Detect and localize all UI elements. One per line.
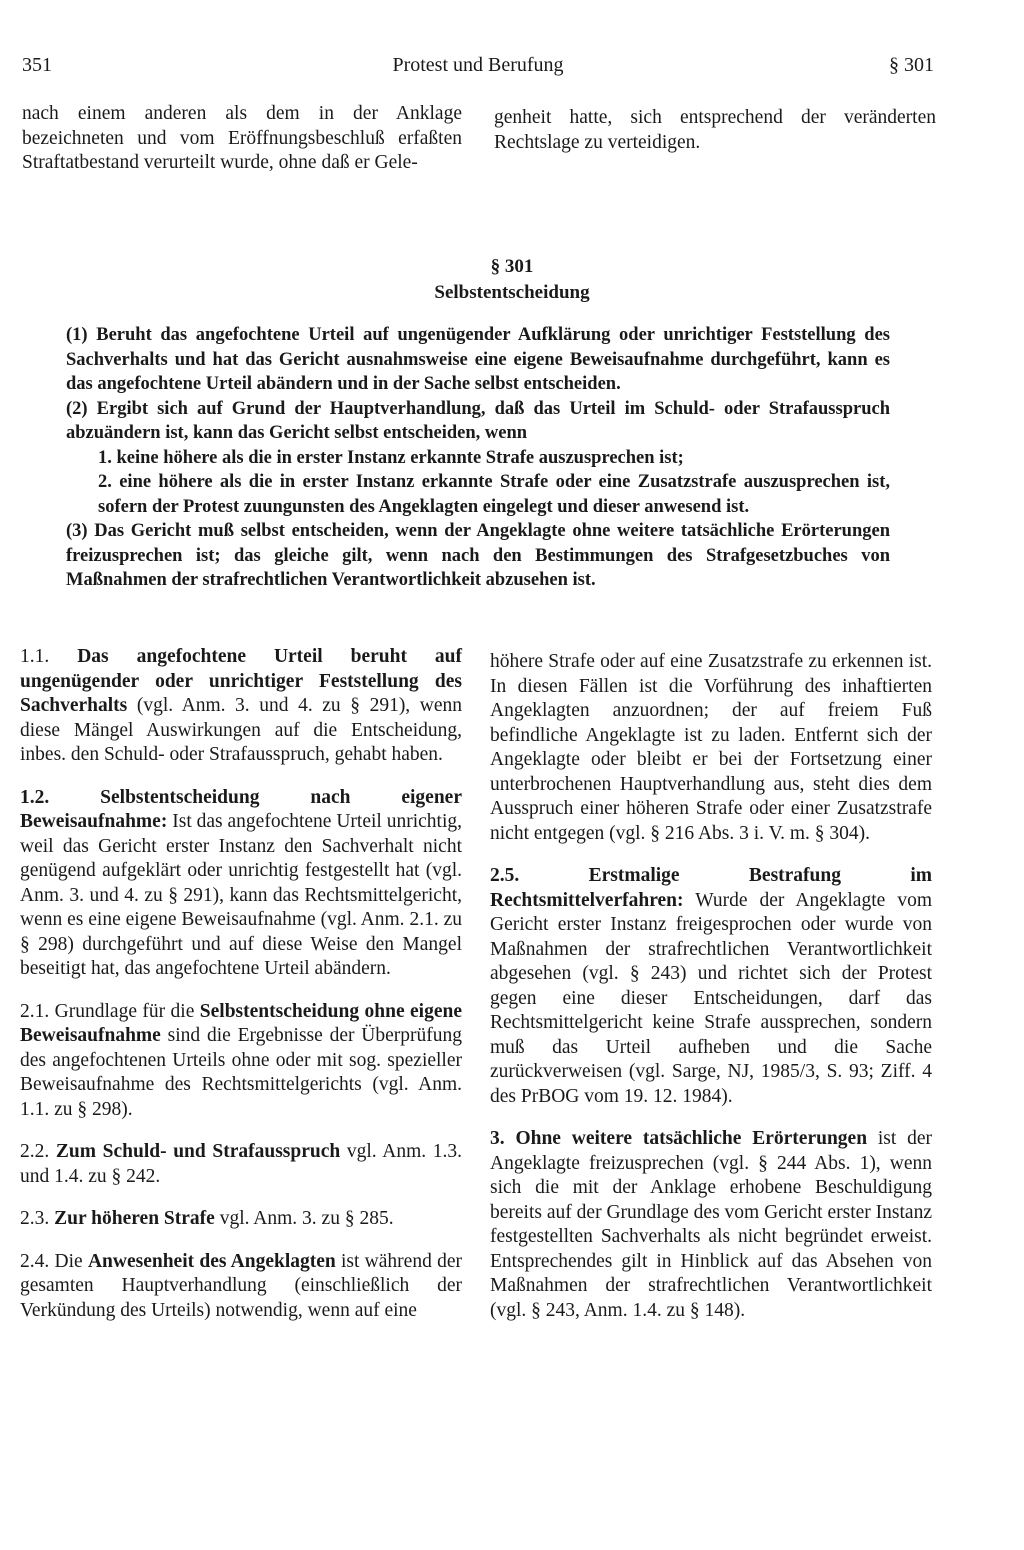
statute-item-1: 1. keine höhere als die in erster Instanz erkannte Strafe auszusprechen ist; [98, 447, 684, 468]
annotation-keyword: Selbstentscheidung ohne eigene Beweisaufnahme [20, 1000, 462, 1046]
section-title: Selbstentscheidung [434, 282, 590, 303]
annotation-3 [490, 1127, 932, 1323]
page-number: 351 [22, 54, 52, 76]
section-reference: § 301 [889, 54, 934, 76]
annotation-text: Ist das angefochtene Urteil unrichtig, weil das Gericht erster Instanz den Sachverhalt nicht genügend aufgeklärt oder unrichtig festgestellt hat (vgl. Anm. 3. und 4. zu § 291), kann das Rechtsmittelgericht, wenn es eine eigene Beweisaufnahme (vgl. Anm. 2.1. zu § 298) durchgeführt und auf diese Weise den Mangel beseitigt hat, das angefochtene Urteil abändern. [20, 811, 463, 979]
annotation-1-2 [20, 786, 462, 982]
annotation-keyword: 3. Ohne weitere tatsächliche Erörterungen [490, 1128, 868, 1149]
section-heading [0, 254, 1024, 306]
annotation-text: Die [54, 1250, 83, 1272]
annotation-number: 1.1. [20, 646, 50, 667]
commentary-right-column [490, 650, 932, 1323]
statute-text [66, 323, 890, 593]
annotation-keyword: 1.2. Selbstentscheidung nach eigener Beweisaufnahme: [20, 786, 462, 832]
annotation-keyword: Zur höheren Strafe [54, 1208, 215, 1229]
annotation-text: ist während der gesamten Hauptverhandlung (einschließlich der Verkündung des Urteils) notwendig, wenn auf eine [20, 1250, 462, 1321]
annotation-text: vgl. Anm. 1.3. und 1.4. zu § 242. [20, 1141, 463, 1187]
annotation-number: 2.4. [20, 1250, 50, 1272]
annotation-2-4-continued: höhere Strafe oder auf eine Zusatzstrafe zu erkennen ist. In diesen Fällen ist die Vorführung des inhaftierten Angeklagten anzuordnen; der auf freiem Fuß befindliche Angeklagte ist zu laden. Entfernt sich der Angeklagte oder bleibt er bei der Fortsetzung einer unterbrochenen Hauptverhandlung aus, steht dies dem Ausspruch einer höheren Strafe oder einer Zusatzstrafe nicht entgegen (vgl. § 216 Abs. 3 i. V. m. § 304). [490, 651, 932, 844]
statute-paragraph-2: (2) Ergibt sich auf Grund der Hauptverhandlung, daß das Urteil im Schuld- oder Strafausspruch abzuändern ist, kann das Gericht selbst entscheiden, wenn [66, 398, 890, 443]
annotation-2-3 [20, 1207, 462, 1232]
annotation-2-4 [20, 1250, 462, 1324]
statute-paragraph-3: (3) Das Gericht muß selbst entscheiden, wenn der Angeklagte ohne weitere tatsächliche Erörterungen freizusprechen ist; das gleiche gilt, wenn nach den Bestimmungen des Strafgesetzbuches von Maßnahmen der strafrechtlichen Verantwortlichkeit abzusehen ist. [66, 521, 890, 590]
annotation-number: 2.1. [20, 1000, 50, 1022]
commentary-left-column [20, 645, 462, 1323]
annotation-number: 2.3. [20, 1208, 50, 1229]
statute-paragraph-1: (1) Beruht das angefochtene Urteil auf ungenügender Aufklärung oder unrichtiger Feststellung des Sachverhalts und hat das Gericht ausnahmsweise eine eigene Beweisaufnahme durchgeführt, kann es das angefochtene Urteil abändern und in der Sache selbst entscheiden. [66, 325, 890, 394]
statute-item-2: 2. eine höhere als die in erster Instanz erkannte Strafe oder eine Zusatzstrafe auszusprechen ist, sofern der Protest zuungunsten des Angeklagten eingelegt und dieser anwesend ist. [98, 472, 890, 517]
running-title: Protest und Berufung [392, 54, 564, 76]
annotation-keyword: Anwesenheit des Angeklagten [87, 1250, 336, 1272]
top-left-column [22, 102, 462, 176]
annotation-keyword: 2.5. Erstmalige Bestrafung im Rechtsmittelverfahren: [490, 865, 932, 911]
page-header [22, 54, 934, 80]
annotation-text: ist der Angeklagte freizusprechen (vgl. § 244 Abs. 1), wenn sich die mit der Anklage erhobene Beschuldigung bereits auf der Grundlage des vom Gericht erster Instanz festgestellten Sachverhalts als nicht begründet erweist. Entsprechendes gilt in Hinblick auf das Absehen von Maßnahmen der strafrechtlichen Verantwortlichkeit (vgl. § 243, Anm. 1.4. zu § 148). [490, 1128, 933, 1321]
annotation-text: vgl. Anm. 3. zu § 285. [219, 1208, 394, 1229]
annotation-1-1 [20, 645, 462, 768]
annotation-keyword: Zum Schuld- und Strafausspruch [55, 1141, 341, 1162]
annotation-2-1 [20, 1000, 462, 1123]
annotation-text: sind die Ergebnisse der Überprüfung des angefochtenen Urteils ohne oder mit sog. spezieller Beweisaufnahme des Rechtsmittelgerichts (vgl. Anm. 1.1. zu § 298). [20, 1025, 463, 1120]
continued-text-left: nach einem anderen als dem in der Anklage bezeichneten und vom Eröffnungsbeschluß erfaßten Straftatbestand verurteilt wurde, ohne daß er Gele- [22, 103, 462, 173]
annotation-keyword: Das angefochtene Urteil beruht auf ungenügender oder unrichtiger Feststellung des Sachverhalts [20, 646, 463, 716]
annotation-2-2 [20, 1140, 462, 1189]
annotation-text: Wurde der Angeklagte vom Gericht erster Instanz freigesprochen oder wurde von Maßnahmen der strafrechtlichen Verantwortlichkeit abgesehen (vgl. § 243) und richtet sich der Protest gegen eine dieser Entscheidungen, darf das Rechtsmittelgericht keine Strafe aussprechen, sondern muß das Urteil aufheben und die Sache zurückverweisen (vgl. Sarge, NJ, 1985/3, S. 93; Ziff. 4 des PrBOG vom 19. 12. 1984). [490, 889, 932, 1107]
top-right-column [494, 106, 936, 155]
continued-text-right: genheit hatte, sich entsprechend der veränderten Rechtslage zu verteidigen. [494, 107, 936, 153]
annotation-text: Grundlage für die [54, 1000, 195, 1022]
section-number: § 301 [490, 256, 534, 277]
annotation-2-5 [490, 864, 932, 1109]
annotation-number: 2.2. [20, 1141, 50, 1162]
annotation-text: (vgl. Anm. 3. und 4. zu § 291), wenn diese Mängel Auswirkungen auf die Entscheidung, inbes. den Schuld- oder Strafausspruch, gehabt haben. [20, 695, 462, 765]
